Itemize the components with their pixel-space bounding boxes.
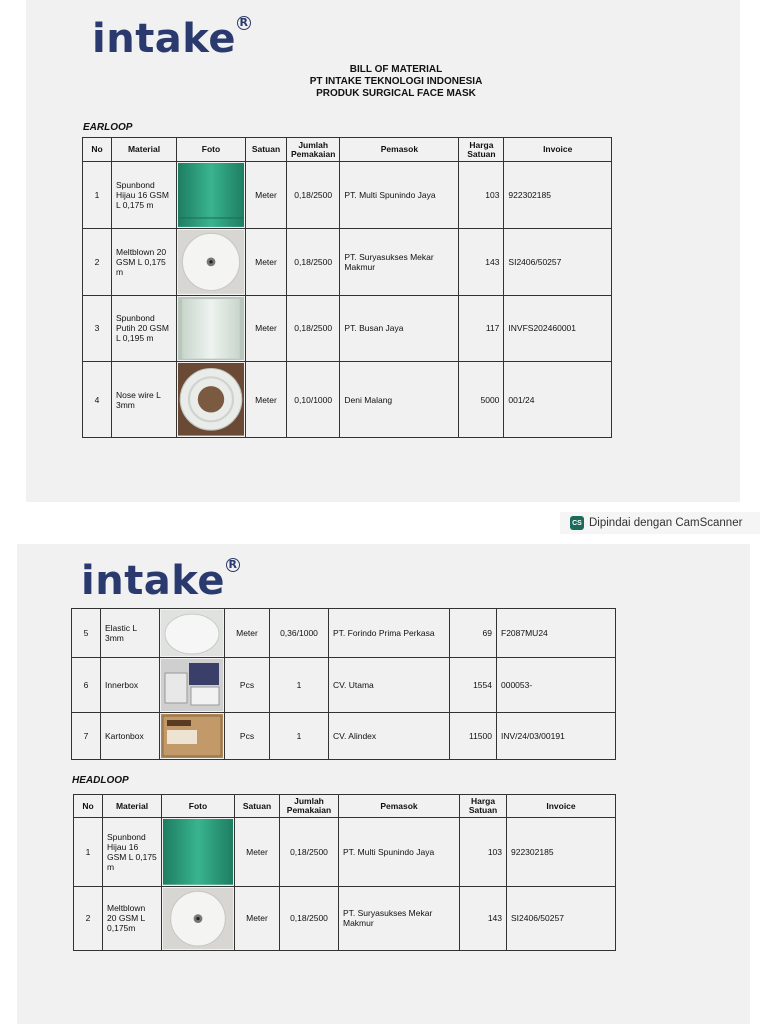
table-row: 2 Meltblown 20 GSM L 0,175 m Meter 0,18/2500 PT. Suryasukses Mekar Makmur 143 SI2406/50257 — [83, 228, 612, 295]
header-foto: Foto — [177, 138, 246, 162]
table-row: 1 Spunbond Hijau 16 GSM L 0,175 m Meter 0,18/2500 PT. Multi Spunindo Jaya 103 922302185 — [74, 818, 616, 887]
header-material: Material — [112, 138, 177, 162]
scanned-page-2 — [17, 544, 750, 1024]
header-harga: Harga Satuan — [460, 795, 507, 818]
header-satuan: Satuan — [235, 795, 280, 818]
table-row: 5 Elastic L 3mm Meter 0,36/1000 PT. Forindo Prima Perkasa 69 F2087MU24 — [72, 609, 616, 658]
section-earloop: EARLOOP — [83, 122, 133, 133]
header-invoice: Invoice — [504, 138, 612, 162]
header-pemasok: Pemasok — [339, 795, 460, 818]
bom-table-continued — [71, 608, 616, 760]
header-harga: Harga Satuan — [459, 138, 504, 162]
table-row: 4 Nose wire L 3mm Meter 0,10/1000 Deni Malang 5000 001/24 — [83, 362, 612, 438]
kartonbox-photo — [160, 713, 225, 760]
camscanner-text: Dipindai dengan CamScanner — [589, 517, 743, 529]
innerbox-photo — [160, 658, 225, 713]
white-roll-photo — [177, 228, 246, 295]
header-foto: Foto — [162, 795, 235, 818]
header-material: Material — [103, 795, 162, 818]
table-row: 7 Kartonbox Pcs 1 CV. Alindex 11500 INV/24/03/00191 — [72, 713, 616, 760]
nose-wire-photo — [177, 362, 246, 438]
camscanner-icon: CS — [570, 516, 584, 530]
intake-logo: intake $^R$ — [81, 558, 240, 604]
white-spunbond-photo — [177, 295, 246, 362]
bom-table-earloop — [82, 137, 612, 438]
table-row: 3 Spunbond Putih 20 GSM L 0,195 m Meter 0,18/2500 PT. Busan Jaya 117 INVFS202460001 — [83, 295, 612, 362]
header-pemasok: Pemasok — [340, 138, 459, 162]
green-roll-photo — [162, 818, 235, 887]
intake-logo: intake $^R$ — [92, 16, 251, 62]
header-jumlah: Jumlah Pemakaian — [287, 138, 340, 162]
camscanner-badge — [560, 512, 760, 534]
header-satuan: Satuan — [246, 138, 287, 162]
table-row: 6 Innerbox Pcs 1 CV. Utama 1554 000053- — [72, 658, 616, 713]
section-headloop: HEADLOOP — [72, 775, 129, 786]
green-roll-photo — [177, 162, 246, 229]
scanned-page-1 — [26, 0, 740, 502]
table-row: 2 Meltblown 20 GSM L 0,175m Meter 0,18/2500 PT. Suryasukses Mekar Makmur 143 SI2406/50257 — [74, 886, 616, 950]
document-title: BILL OF MATERIAL PT INTAKE TEKNOLOGI INDONESIA PRODUK SURGICAL FACE MASK — [309, 64, 483, 99]
header-no: No — [83, 138, 112, 162]
header-jumlah: Jumlah Pemakaian — [280, 795, 339, 818]
elastic-photo — [160, 609, 225, 658]
table-row: 1 Spunbond Hijau 16 GSM L 0,175 m Meter 0,18/2500 PT. Multi Spunindo Jaya 103 922302185 — [83, 162, 612, 229]
white-roll-photo — [162, 886, 235, 950]
header-no: No — [74, 795, 103, 818]
bom-table-headloop — [73, 794, 616, 951]
header-invoice: Invoice — [507, 795, 616, 818]
